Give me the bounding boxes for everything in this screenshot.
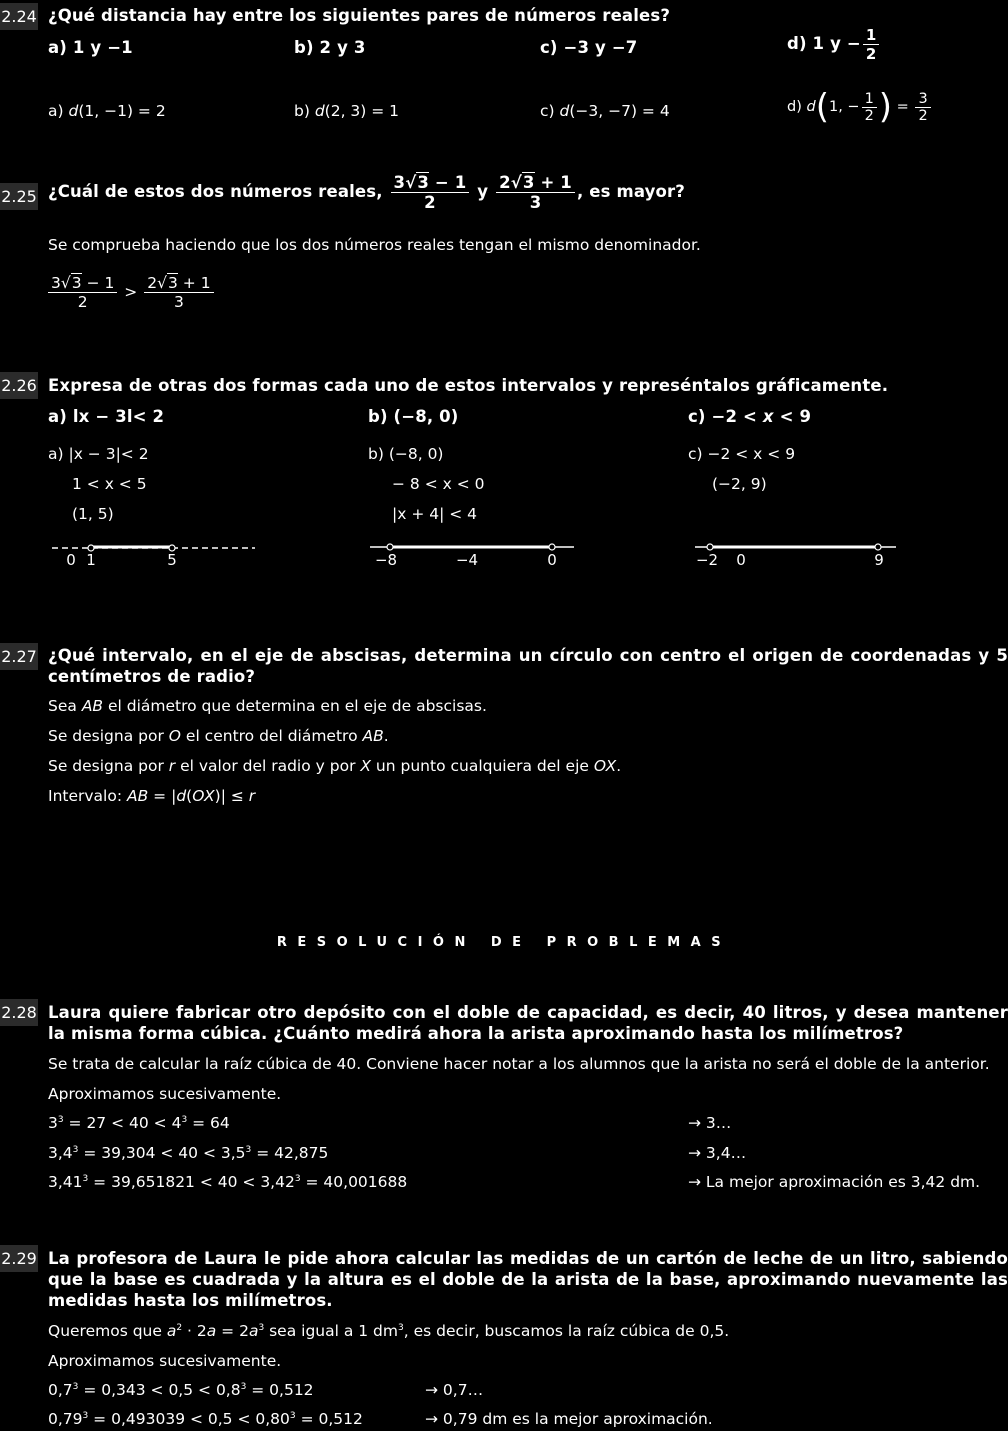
tail: + 1 <box>177 274 211 292</box>
question-text: ¿Qué intervalo, en el eje de abscisas, determina un círculo con centro el origen de coordenadas y 5 centímetros de radio? <box>48 646 1008 686</box>
row-2 <box>48 1144 328 1162</box>
t: = 2 <box>216 1322 249 1340</box>
tick-label: −2 <box>695 551 719 569</box>
row-1 <box>48 1114 230 1132</box>
t: O <box>168 727 181 745</box>
arg: 1, − <box>828 99 860 115</box>
t: Intervalo: <box>48 787 127 805</box>
question-pre: ¿Cuál de estos dos números reales, <box>48 182 383 201</box>
option-a: a) 1 y −1 <box>48 38 133 57</box>
question-post: , es mayor? <box>576 182 685 201</box>
row-3-result: → La mejor aproximación es 3,42 dm. <box>688 1173 981 1191</box>
radicand: 3 <box>167 274 178 292</box>
t: = 0,512 <box>295 1410 363 1428</box>
t: ( <box>186 787 193 805</box>
question-text: Laura quiere fabricar otro depósito con el doble de capacidad, es decir, 40 litros, y desea mantener la misma forma cúbica. ¿Cuánto medirá ahora la arista aproximando hasta los milímetros? <box>48 1003 1008 1043</box>
exp: 3 <box>245 1144 252 1155</box>
t: 0,7 <box>48 1381 73 1399</box>
exp: 3 <box>72 1144 79 1155</box>
exp: 3 <box>57 1114 64 1125</box>
answer-a-line1: a) |x − 3|< 2 <box>48 445 149 463</box>
fn: d <box>68 102 79 120</box>
fraction-denominator: 3 <box>529 193 542 212</box>
answer-b-line2: − 8 < x < 0 <box>392 475 485 493</box>
greater-than: > <box>124 283 138 301</box>
equals: = <box>896 99 909 115</box>
t: , es decir, buscamos la raíz cúbica de 0,5. <box>403 1322 730 1340</box>
tail: − 1 <box>428 173 467 192</box>
answer-a <box>48 102 166 120</box>
t: Sea <box>48 697 82 715</box>
exp: 2 <box>176 1322 183 1333</box>
t: = 39,651821 < 40 < 3,42 <box>88 1173 295 1191</box>
number-line-a <box>52 545 255 569</box>
line-2: Aproximamos sucesivamente. <box>48 1085 282 1103</box>
tick-label: 0 <box>547 551 557 569</box>
t: . <box>383 727 389 745</box>
line-2: Aproximamos sucesivamente. <box>48 1352 282 1370</box>
answer-a-line3: (1, 5) <box>72 505 114 523</box>
t: a <box>206 1322 217 1340</box>
t: = 0,343 < 0,5 < 0,8 <box>78 1381 241 1399</box>
open-endpoint <box>707 544 713 550</box>
left-paren: ( <box>815 87 829 127</box>
exercise-number: 2.25 <box>0 183 38 210</box>
answer-d <box>787 87 933 127</box>
open-endpoint <box>875 544 881 550</box>
t: r <box>168 757 176 775</box>
tick-label: 0 <box>66 551 76 569</box>
line-1: Se trata de calcular la raíz cúbica de 40. Conviene hacer notar a los alumnos que la arista no será el doble de la anterior. <box>48 1055 990 1073</box>
t: AB <box>127 787 149 805</box>
t: el diámetro que determina en el eje de abscisas. <box>103 697 487 715</box>
t: )| ≤ <box>214 787 249 805</box>
t: a <box>248 1322 259 1340</box>
label: d) <box>787 99 807 115</box>
fn: d <box>314 102 325 120</box>
t: = 64 <box>187 1114 230 1132</box>
t: X <box>360 757 371 775</box>
coef: 2 <box>147 274 158 292</box>
exp: 3 <box>398 1322 404 1333</box>
tick-label: −4 <box>455 551 479 569</box>
question-text: Expresa de otras dos formas cada uno de estos intervalos y represéntalos gráficamente. <box>48 376 889 395</box>
t: 3,4 <box>48 1144 73 1162</box>
tick-label: 5 <box>167 551 177 569</box>
exp: 3 <box>72 1381 79 1392</box>
exercise-number: 2.26 <box>0 372 38 399</box>
row-3 <box>48 1173 407 1191</box>
section-heading: RESOLUCIÓN DE PROBLEMAS <box>276 935 732 950</box>
tick-label: 1 <box>86 551 96 569</box>
question-text: ¿Qué distancia hay entre los siguientes pares de números reales? <box>48 6 671 25</box>
exp: 3 <box>82 1173 89 1184</box>
t: 3,41 <box>48 1173 83 1191</box>
row-1-result: → 0,7… <box>425 1381 484 1399</box>
row-1-result: → 3… <box>688 1114 732 1132</box>
label: b) <box>294 102 315 120</box>
tick-label: 9 <box>874 551 884 569</box>
row-1 <box>48 1381 314 1399</box>
conjunction: y <box>477 182 489 201</box>
line-1 <box>48 697 487 715</box>
t: = 27 < 40 < 4 <box>63 1114 182 1132</box>
open-endpoint <box>387 544 393 550</box>
t: = 42,875 <box>251 1144 329 1162</box>
fn: d <box>806 99 816 115</box>
number-line-b <box>370 544 574 569</box>
number-line-c <box>695 544 896 569</box>
t: Se designa por <box>48 757 169 775</box>
t: sea igual a 1 dm <box>264 1322 398 1340</box>
t: = | <box>148 787 177 805</box>
right-paren: ) <box>878 87 893 127</box>
inequality: $\frac{3√3 - 1}{2}$ > $\frac{2√3 + 1}{3}$ <box>46 274 216 311</box>
post: < 9 <box>773 407 812 426</box>
expr: (1, −1) = 2 <box>78 102 166 120</box>
row-2-result: → 3,4… <box>688 1144 747 1162</box>
radicand: 3 <box>417 173 429 192</box>
t: AB <box>362 727 384 745</box>
fraction-denominator: 2 <box>864 107 874 124</box>
t: = 0,493039 < 0,5 < 0,80 <box>88 1410 290 1428</box>
exp: 3 <box>289 1410 296 1421</box>
t: AB <box>81 697 104 715</box>
exp: 3 <box>258 1322 265 1333</box>
tick-label: 0 <box>736 551 746 569</box>
open-endpoint <box>549 544 555 550</box>
t: 0,79 <box>48 1410 83 1428</box>
answer-c-line1: c) −2 < x < 9 <box>688 445 796 463</box>
variable: x <box>762 407 774 426</box>
option-b: b) (−8, 0) <box>368 407 459 426</box>
fraction-numerator: 1 <box>863 26 880 45</box>
radicand: 3 <box>522 173 535 192</box>
coef: 3 <box>393 173 406 192</box>
pre: c) −2 < <box>688 407 763 426</box>
t: a <box>166 1322 177 1340</box>
t: Se designa por <box>48 727 169 745</box>
t: un punto cualquiera del eje <box>371 757 594 775</box>
t: d <box>176 787 187 805</box>
option-c: c) −3 y −7 <box>540 38 638 57</box>
label: a) <box>48 102 69 120</box>
line-4 <box>48 787 255 805</box>
t: Queremos que <box>48 1322 167 1340</box>
answer-c <box>540 102 670 120</box>
exercise-number: 2.27 <box>0 643 38 670</box>
t: OX <box>593 757 617 775</box>
fraction-numerator: 1 <box>862 91 877 108</box>
coef: 3 <box>51 274 61 292</box>
t: OX <box>192 787 215 805</box>
label: c) <box>540 102 560 120</box>
t: · 2 <box>182 1322 207 1340</box>
exercise-number: 2.28 <box>0 999 38 1026</box>
t: el valor del radio y por <box>175 757 361 775</box>
t: 3 <box>48 1114 58 1132</box>
exp: 3 <box>82 1410 89 1421</box>
question-text: ¿Cuál de estos dos números reales, $\frac{3√3 - 1}{2}$ y $\frac{2√3 + 1}{3}$ , es mayor? <box>48 173 685 212</box>
fraction-numerator: 3 <box>915 91 930 108</box>
answer-a-line2: 1 < x < 5 <box>72 475 147 493</box>
tail: + 1 <box>534 173 572 192</box>
tick-label: −8 <box>374 551 398 569</box>
answer-c-line2: (−2, 9) <box>712 475 767 493</box>
fraction-denominator: 2 <box>424 193 436 212</box>
exp: 3 <box>294 1173 301 1184</box>
tail: − 1 <box>81 274 115 292</box>
t: . <box>616 757 622 775</box>
answer-b-line3: |x + 4| < 4 <box>392 505 478 523</box>
fraction-denominator: 2 <box>918 107 928 124</box>
fraction-denominator: 2 <box>865 45 877 63</box>
row-2-result: → 0,79 dm es la mejor aproximación. <box>425 1410 713 1428</box>
option-d-prefix: d) 1 y − <box>787 34 861 53</box>
question-text: La profesora de Laura le pide ahora calcular las medidas de un cartón de leche de un litro, sabiendo que la base es cuadrada y la altura es el doble de la arista de la base, aproximando nuevamente las medidas hasta los milímetros. <box>48 1249 1008 1310</box>
exercise-number: 2.24 <box>0 3 38 30</box>
exp: 3 <box>240 1381 247 1392</box>
number-lines <box>0 535 1008 575</box>
t: = 40,001688 <box>300 1173 408 1191</box>
option-c <box>688 407 811 426</box>
radicand: 3 <box>71 274 82 292</box>
explanation: Se comprueba haciendo que los dos números reales tengan el mismo denominador. <box>48 236 701 254</box>
row-2 <box>48 1410 363 1428</box>
line-1 <box>48 1322 729 1340</box>
fraction-denominator: 3 <box>173 293 184 311</box>
t: el centro del diámetro <box>180 727 363 745</box>
coef: 2 <box>499 173 511 192</box>
answer-b <box>294 102 399 120</box>
exp: 3 <box>181 1114 188 1125</box>
expr: (−3, −7) = 4 <box>569 102 670 120</box>
option-d <box>787 26 881 63</box>
fraction-denominator: 2 <box>77 293 88 311</box>
expr: (2, 3) = 1 <box>324 102 400 120</box>
exercise-number: 2.29 <box>0 1245 38 1272</box>
t: = 39,304 < 40 < 3,5 <box>78 1144 246 1162</box>
line-3 <box>48 757 621 775</box>
fn: d <box>559 102 570 120</box>
option-b: b) 2 y 3 <box>294 38 366 57</box>
t: = 0,512 <box>246 1381 314 1399</box>
t: r <box>248 787 256 805</box>
line-2 <box>48 727 389 745</box>
option-a: a) lx − 3l< 2 <box>48 407 165 426</box>
answer-b-line1: b) (−8, 0) <box>368 445 444 463</box>
